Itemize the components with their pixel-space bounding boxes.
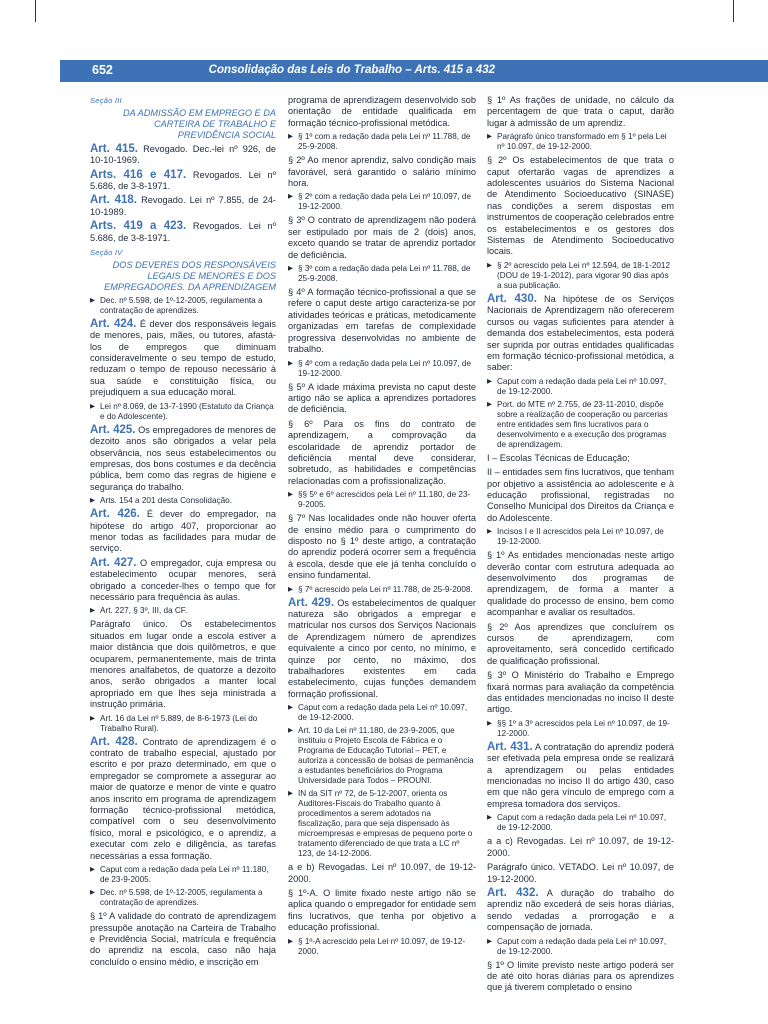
article <box>487 294 674 374</box>
annotation-note: ▶ Art. 16 da Lei nº 5.889, de 8-6-1973 (Lei do Trabalho Rural). <box>90 714 276 734</box>
paragraph: a a c) Revogadas. Lei nº 10.097, de 19-12-2000. <box>487 836 674 858</box>
article-number: Art. 428. <box>90 735 138 748</box>
annotation-note: ▶ Port. do MTE nº 2.755, de 23-11-2010, dispõe sobre a realização de cooperação ou parcerias entre entidades sem fins lucrativos para o desenvolvimento e a execução dos programas de aprendizagem. <box>487 400 674 450</box>
article-number: Art. 430. <box>487 292 537 305</box>
article-number: Art. 431. <box>487 740 533 753</box>
annotation-note: ▶ § 4º com a redação dada pela Lei nº 10.097, de 19-12-2000. <box>288 359 476 379</box>
annotation-note: ▶ Parágrafo único transformado em § 1º pela Lei nº 10.097, de 19-12-2000. <box>487 132 674 152</box>
paragraph: § 6º Para os fins do contrato de aprendizagem, a comprovação da escolaridade de aprendiz portador de deficiência mental deve considerar, sobretudo, as habilidades e competências relacionadas com a profissionalização. <box>288 418 476 486</box>
article-number: Art. 426. <box>90 508 140 521</box>
annotation-note: ▶ §§ 1º a 3º acrescidos pela Lei nº 10.097, de 19-12-2000. <box>487 719 674 739</box>
paragraph: § 2º Aos aprendizes que concluírem os cursos de aprendizagem, com aproveitamento, será concedido certificado de qualificação profissional. <box>487 621 674 666</box>
paragraph: § 1º As entidades mencionadas neste artigo deverão contar com estrutura adequada ao desenvolvimento dos programas de aprendizagem, de forma a manter a qualidade do processo de ensino, bem como acompanhar e avaliar os resultados. <box>487 550 674 618</box>
article-text: Revogado. Lei nº 7.855, de 24-10-1989. <box>90 195 276 217</box>
column-3 <box>487 95 674 1024</box>
article <box>90 425 276 493</box>
annotation-note: ▶ IN da SIT nº 72, de 5-12-2007, orienta os Auditores-Fiscais do Trabalho quanto à procedimentos a serem adotados na fiscalização, para que seja dispensado às microempresas e empresas de pequeno porte o tratamento diferenciado de que trata a LC nº 123, de 14-12-2006. <box>288 789 476 859</box>
article-text: Contrato de aprendizagem é o contrato de trabalho especial, ajustado por escrito e por prazo determinado, em que o empregador se compromete a assegurar ao maior de quatorze e menor de vinte e quatro anos inscrito em programa de aprendizagem formação técnico-profissional metódica, compatível com o seu desenvolvimento físico, moral e psicológico, e o aprendiz, a executar com zelo e diligência, as tarefas necessárias a essa formação. <box>90 736 276 861</box>
paragraph: § 2º Os estabelecimentos de que trata o caput ofertarão vagas de aprendizes a adolescentes usuários do Sistema Nacional de Atendimento Socioeducativo (SINASE) nas condições a serem dispostas em instrumentos de cooperação celebrados entre os estabelecimentos e os gestores dos Sistemas de Atendimento Socioeducativo locais. <box>487 155 674 257</box>
article-text: É dever dos responsáveis legais de menores, pais, mães, ou tutores, afastá-los de empregos que diminuam consideravelmente o seu tempo de estudo, reduzam o tempo de repouso necessário à sua saúde e constituição física, ou prejudiquem a sua educação moral. <box>90 318 276 398</box>
annotation-note: ▶ Caput com a redação dada pela Lei nº 11.180, de 23-9-2005. <box>90 865 276 885</box>
article-text: Revogado. Dec.-lei nº 926, de 10-10-1969. <box>90 143 276 166</box>
paragraph: Parágrafo único. Os estabelecimentos situados em lugar onde a escola estiver a maior distância que dois quilômetros, e que ocuparem, permanentemente, mais de trinta menores analfabetos, de quatorze a dezoito anos, serão obrigados a manter local apropriado em que lhes seja ministrada a instrução primária. <box>90 619 276 710</box>
annotation-note: ▶ §§ 5º e 6º acrescidos pela Lei nº 11.180, de 23-9-2005. <box>288 490 476 510</box>
paragraph: I – Escolas Técnicas de Educação; <box>487 452 630 463</box>
article-number: Arts. 419 a 423. <box>90 220 187 233</box>
paragraph: § 1º O limite previsto neste artigo poderá ser de até oito horas diárias para os aprendizes que já tiverem completado o ensino <box>487 959 674 993</box>
article <box>90 509 276 555</box>
annotation-note: ▶ Caput com a redação dada pela Lei nº 10.097, de 19-12-2000. <box>487 377 674 397</box>
page-number: 652 <box>92 63 113 77</box>
annotation-note: ▶ Caput com a redação dada pela Lei nº 10.097, de 19-12-2000. <box>487 813 674 833</box>
annotation-note: ▶ Caput com a redação dada pela Lei nº 10.097, de 19-12-2000. <box>487 937 674 957</box>
article <box>487 888 674 934</box>
article-text: É dever do empregador, na hipótese do artigo 407, proporcionar ao menor todas as facilidades para mudar de serviço. <box>90 509 276 554</box>
article <box>288 598 476 701</box>
article-number: Art. 425. <box>90 423 136 436</box>
annotation-note: ▶ § 2º com a redação dada pela Lei nº 10.097, de 19-12-2000. <box>288 192 476 212</box>
paragraph: a e b) Revogadas. Lei nº 10.097, de 19-12-2000. <box>288 862 476 884</box>
crop-mark-right <box>733 0 734 22</box>
article <box>90 144 276 167</box>
article-text: Revogados. Lei nº 5.686, de 3-8-1971. <box>90 221 276 243</box>
paragraph: § 7º Nas localidades onde não houver oferta de ensino médio para o cumprimento do disposto no § 1º deste artigo, a contratação do aprendiz poderá ocorrer sem a frequência à escola, desde que ele já tenha concluído o ensino fundamental. <box>288 513 476 581</box>
paragraph: § 2º Ao menor aprendiz, salvo condição mais favorável, será garantido o salário mínimo hora. <box>288 155 476 189</box>
article-number: Art. 418. <box>90 194 137 207</box>
section-title: DA ADMISSÃO EM EMPREGO E DA CARTEIRA DE TRABALHO E PREVIDÊNCIA SOCIAL <box>123 108 276 140</box>
column-1 <box>90 95 276 1024</box>
annotation-note: ▶ Incisos I e II acrescidos pela Lei nº 10.097, de 19-12-2000. <box>487 527 674 547</box>
article <box>90 558 276 604</box>
page-header <box>60 60 768 82</box>
column-2 <box>288 95 476 1024</box>
article <box>90 319 276 399</box>
article <box>487 742 674 810</box>
annotation-note: ▶ Caput com a redação dada pela Lei nº 10.097, de 19-12-2000. <box>288 703 476 723</box>
article-number: Art. 415. <box>90 142 138 155</box>
section-label: Seção III <box>90 96 122 105</box>
article-text: A contratação do aprendiz poderá ser efetivada pela empresa onde se realizará a aprendizagem ou pelas entidades mencionadas no inciso II do artigo 430, caso em que não gera vínculo de emprego com a empresa tomadora dos serviços. <box>487 741 674 809</box>
paragraph: § 1º-A. O limite fixado neste artigo não se aplica quando o empregador for entidade sem fins lucrativos, que tenha por objetivo a educação profissional. <box>288 888 476 933</box>
paragraph: § 3º O contrato de aprendizagem não poderá ser estipulado por mais de 2 (dois) anos, exceto quando se tratar de aprendiz portador de deficiência. <box>288 215 476 260</box>
article-text: Na hipótese de os Serviços Nacionais de Aprendizagem não oferecerem cursos ou vagas suficientes para atender à demanda dos estabelecimentos, esta poderá ser suprida por outras entidades qualificadas em formação técnico-profissional metódica, a saber: <box>487 293 674 373</box>
annotation-note: ▶ Dec. nº 5.598, de 1º-12-2005, regulamenta a contratação de aprendizes. <box>90 888 276 908</box>
annotation-note: ▶ § 2º acrescido pela Lei nº 12.594, de 18-1-2012 (DOU de 19-1-2012), para vigorar 90 dias após a sua publicação. <box>487 261 674 291</box>
paragraph: § 5º A idade máxima prevista no caput deste artigo não se aplica a aprendizes portadores de deficiência. <box>288 381 476 415</box>
annotation-note: ▶ § 1º com a redação dada pela Lei nº 11.788, de 25-9-2008. <box>288 132 476 152</box>
annotation-note: ▶ Dec. nº 5.598, de 1º-12-2005, regulamenta a contratação de aprendizes. <box>90 296 276 316</box>
annotation-note: ▶ § 7º acrescido pela Lei nº 11.788, de 25-9-2008. <box>288 585 476 595</box>
annotation-note: ▶ § 1º-A acrescido pela Lei nº 10.097, de 19-12-2000. <box>288 937 476 957</box>
article-text: O empregador, cuja empresa ou estabelecimento ocupar menores, será obrigado a conceder-lhes o tempo que for necessário para frequência às aulas. <box>90 557 276 602</box>
paragraph: § 1º A validade do contrato de aprendizagem pressupõe anotação na Carteira de Trabalho e Previdência Social, matrícula e frequência do aprendiz na escola, caso não haja concluído o ensino médio, e inscrição em <box>90 911 276 967</box>
article-number: Art. 427. <box>90 556 137 569</box>
article-text: A duração do trabalho do aprendiz não excederá de seis horas diárias, sendo vedadas a prorrogação e a compensação de jornada. <box>487 887 674 933</box>
article-number: Art. 432. <box>487 886 539 899</box>
paragraph: programa de aprendizagem desenvolvido sob orientação de entidade qualificada em formação técnico-profissional metódica. <box>288 95 476 128</box>
crop-mark-left <box>35 0 36 22</box>
section-title: DOS DEVERES DOS RESPONSÁVEIS LEGAIS DE MENORES E DOS EMPREGADORES. DA APRENDIZAGEM <box>104 260 276 293</box>
paragraph: Parágrafo único. VETADO. Lei nº 10.097, de 19-12-2000. <box>487 862 674 884</box>
paragraph: § 1º As frações de unidade, no cálculo da percentagem de que trata o caput, darão lugar à admissão de um aprendiz. <box>487 95 674 128</box>
article-text: Revogados. Lei nº 5.686, de 3-8-1971. <box>90 169 276 192</box>
annotation-note: ▶ Lei nº 8.069, de 13-7-1990 (Estatuto da Criança e do Adolescente). <box>90 402 276 422</box>
annotation-note: ▶ § 3º com a redação dada pela Lei nº 11.788, de 25-9-2008. <box>288 264 476 284</box>
article-text: Os estabelecimentos de qualquer natureza são obrigados a empregar e matricular nos cursos dos Serviços Nacionais de Aprendizagem número de aprendizes equivalente a cinco por cento, no mínimo, e quinze por cento, no máximo, dos trabalhadores existentes em cada estabelecimento, cujas funções demandem formação profissional. <box>288 597 476 699</box>
article-text: Os empregadores de menores de dezoito anos são obrigados a velar pela observância, nos seus estabelecimentos ou empresas, dos bons costumes e da decência pública, bem como das regras de higiene e segurança do trabalho. <box>90 424 276 492</box>
article-number: Art. 429. <box>288 596 335 609</box>
article-number: Arts. 416 e 417. <box>90 168 187 181</box>
section-label: Seção IV <box>90 248 123 258</box>
article-number: Art. 424. <box>90 317 137 330</box>
article <box>90 221 276 244</box>
paragraph: § 4º A formação técnico-profissional a que se refere o caput deste artigo caracteriza-se por atividades teóricas e práticas, metodicamente organizadas em tarefas de complexidade progressiva desenvolvidas no ambiente de trabalho. <box>288 287 476 355</box>
article <box>90 195 276 218</box>
paragraph: II – entidades sem fins lucrativos, que tenham por objetivo a assistência ao adolescente e à educação profissional, registradas no Conselho Municipal dos Direitos da Criança e do Adolescente. <box>487 467 674 523</box>
article <box>90 737 276 862</box>
annotation-note: ▶ Art. 10 da Lei nº 11.180, de 23-9-2005, que instituiu o Projeto Escola de Fábrica e o Programa de Educação Tutorial – PET, e autoriza a concessão de bolsas de permanência a estudantes beneficiários do Programa Universidade para Todos – PROUNI. <box>288 726 476 786</box>
annotation-note: ▶ Art. 227, § 3º, III, da CF. <box>90 606 276 616</box>
running-title: Consolidação das Leis do Trabalho – Arts. 415 a 432 <box>208 64 495 76</box>
article <box>90 170 276 193</box>
annotation-note: ▶ Arts. 154 a 201 desta Consolidação. <box>90 496 276 506</box>
paragraph: § 3º O Ministério do Trabalho e Emprego fixará normas para avaliação da competência das entidades mencionadas no inciso II deste artigo. <box>487 670 674 715</box>
